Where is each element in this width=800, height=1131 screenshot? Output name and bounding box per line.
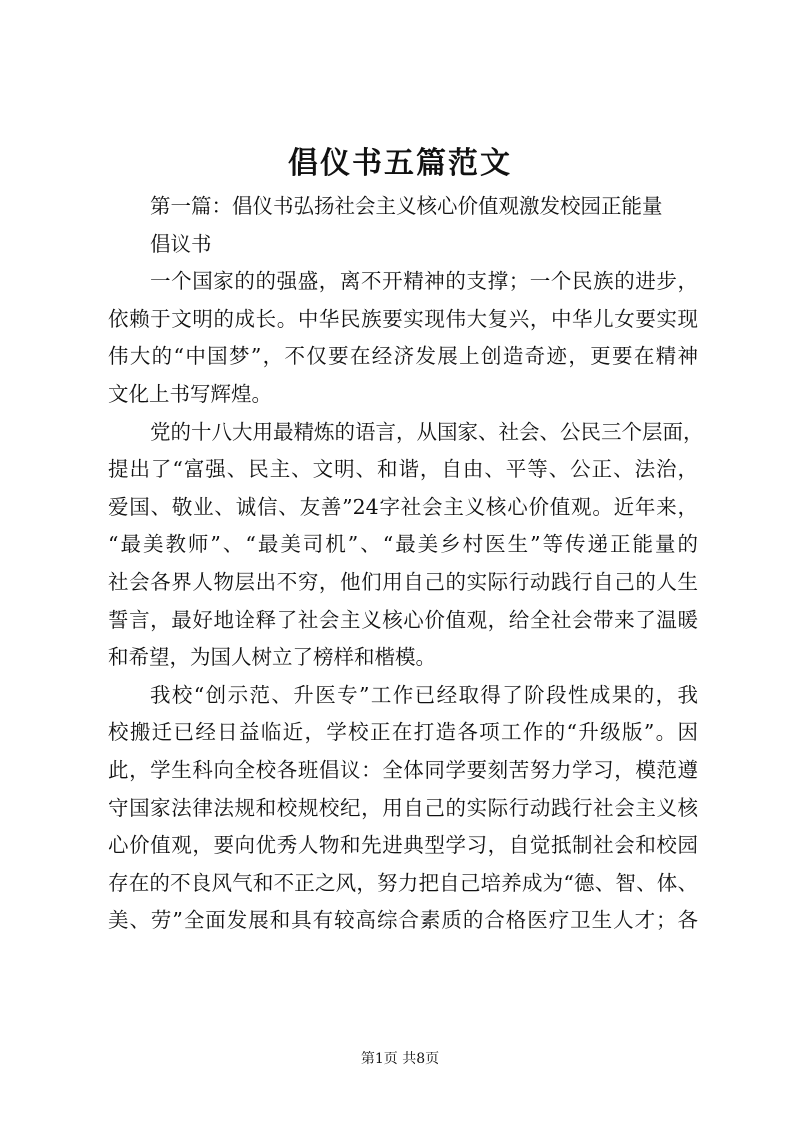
paragraph-3-line-2: 校搬迁已经日益临近，学校正在打造各项工作的“升级版”。因 <box>108 720 698 745</box>
paragraph-1-line-4: 文化上书写辉煌。 <box>108 381 272 406</box>
document-body <box>108 188 704 940</box>
paragraph-3-line-3: 此，学生科向全校各班倡议：全体同学要刻苦努力学习，模范遵 <box>108 757 698 782</box>
paragraph-1-line-1: 一个国家的的强盛，离不开精神的支撑；一个民族的进步， <box>150 269 698 294</box>
paragraph-1-line-3: 伟大的“中国梦”，不仅要在经济发展上创造奇迹，更要在精神 <box>108 344 698 369</box>
paragraph-3-line-6: 存在的不良风气和不正之风，努力把自己培养成为“德、智、体、 <box>108 870 698 895</box>
paragraph-2-line-6: 誓言，最好地诠释了社会主义核心价值观，给全社会带来了温暖 <box>108 607 698 632</box>
paragraph-2-line-5: 社会各界人物层出不穷，他们用自己的实际行动践行自己的人生 <box>108 569 698 594</box>
paragraph-1-line-2: 依赖于文明的成长。中华民族要实现伟大复兴，中华儿女要实现 <box>108 306 698 331</box>
document-title: 倡仪书五篇范文 <box>288 146 512 181</box>
paragraph-3-line-5: 心价值观，要向优秀人物和先进典型学习，自觉抵制社会和校园 <box>108 833 698 858</box>
section-heading: 第一篇：倡仪书弘扬社会主义核心价值观激发校园正能量 <box>150 194 663 218</box>
paragraph-2-line-4: “最美教师”、“最美司机”、“最美乡村医生”等传递正能量的 <box>108 532 698 557</box>
paragraph-2-line-1: 党的十八大用最精炼的语言，从国家、社会、公民三个层面， <box>150 419 704 444</box>
paragraph-2-line-7: 和希望，为国人树立了榜样和楷模。 <box>108 645 436 670</box>
paragraph-3-line-4: 守国家法律法规和校规校纪，用自己的实际行动践行社会主义核 <box>108 795 698 820</box>
paragraph-3-line-1: 我校“创示范、升医专”工作已经取得了阶段性成果的，我 <box>150 682 698 707</box>
paragraph-3-line-7: 美、劳”全面发展和具有较高综合素质的合格医疗卫生人才；各 <box>108 908 698 933</box>
page-footer: 第1页 共8页 <box>360 1051 440 1067</box>
paragraph-2-line-2: 提出了“富强、民主、文明、和谐，自由、平等、公正、法治， <box>108 457 698 482</box>
subheading: 倡议书 <box>150 231 212 256</box>
paragraph-2-line-3: 爱国、敬业、诚信、友善”24字社会主义核心价值观。近年来， <box>108 494 698 519</box>
